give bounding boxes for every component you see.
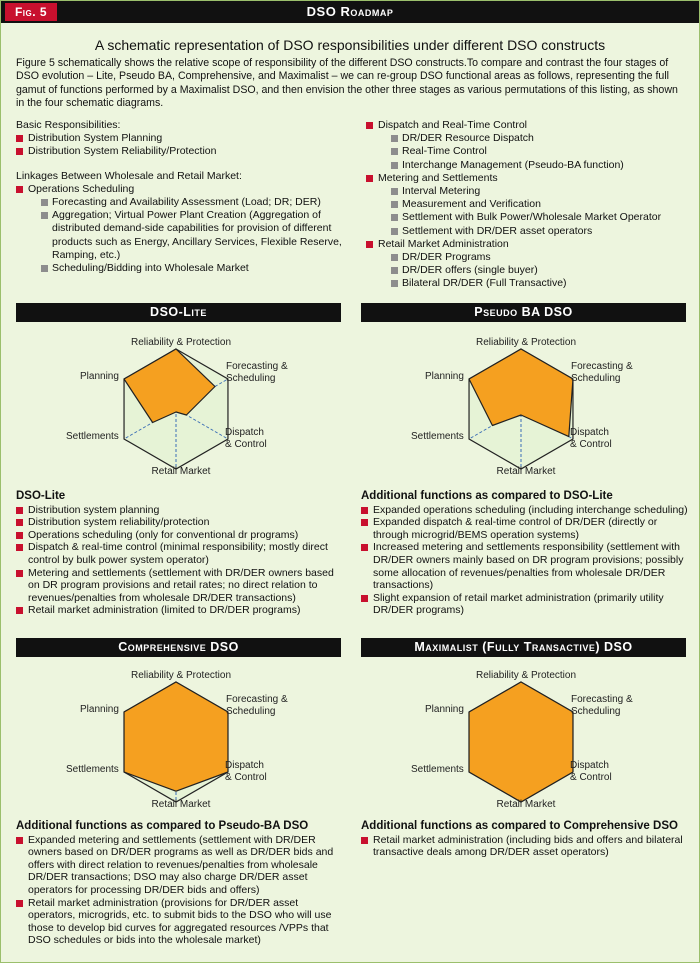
list-item: Metering and Settlements — [366, 172, 691, 185]
list-item: Expanded metering and settlements (settlement with DR/DER owners based on DR/DER programs as well as DR/DER bids and offers with direct relation to revenues/penalties from wholesale DR/DER transactions; DSO may also charge DR/DER asset operators for processing DR/DER bids and offers) — [16, 834, 346, 897]
intro-paragraph: Figure 5 schematically shows the relative scope of responsibility of the different DSO constructs.To compare and contrast the four stages of DSO evolution – Lite, Pseudo BA, Comprehensive, and Maximalist – we can re-group DSO functional areas as follows, representing the full gamut of functions performed by a Maximalist DSO, and then envision the other three stages as various permutations of this listing, as shown in the four schematic diagrams. — [16, 57, 678, 110]
list-subitem: Forecasting and Availability Assessment (Load; DR; DER) — [16, 196, 346, 209]
list-item: Distribution system reliability/protection — [16, 516, 346, 529]
figure-title: DSO Roadmap — [306, 4, 394, 19]
panel-title-pseudo-ba-dso: Pseudo BA DSO — [361, 303, 686, 322]
panel-title-maximalist-dso: Maximalist (Fully Transactive) DSO — [361, 638, 686, 657]
panel-title-dso-lite: DSO-Lite — [16, 303, 341, 322]
list-item: Retail market administration (including bids and offers and bilateral transactive deals among DR/DER asset operators) — [361, 834, 691, 859]
functions-left-column — [16, 119, 346, 275]
radar-label-planning: Planning — [425, 371, 464, 382]
list-subitem: Interval Metering — [366, 185, 691, 198]
panel-description-pseudo-ba-dso — [361, 490, 691, 617]
radar-scope-area — [469, 682, 573, 802]
figure-subtitle: A schematic representation of DSO responsibilities under different DSO constructs — [94, 37, 606, 53]
figure-label: Fig. 5 — [5, 3, 57, 21]
figure-header-bar — [1, 1, 699, 23]
list-subitem: Scheduling/Bidding into Wholesale Market — [16, 262, 346, 275]
panel-description-dso-lite — [16, 490, 346, 617]
radar-label-retail: Retail Market — [496, 466, 556, 477]
radar-label-reliability: Reliability & Protection — [475, 337, 577, 348]
list-item: Expanded operations scheduling (including interchange scheduling) — [361, 504, 691, 517]
radar-diagram-pseudo-ba-dso — [361, 331, 691, 481]
radar-svg — [361, 664, 691, 814]
panel-description-maximalist-dso — [361, 820, 691, 859]
radar-label-settlements: Settlements — [66, 431, 119, 442]
list-item: Expanded dispatch & real-time control of DR/DER (directly or through microgrid/BEMS operation systems) — [361, 516, 691, 541]
list-subitem: DR/DER Resource Dispatch — [366, 132, 691, 145]
panel-description-heading: Additional functions as compared to Comprehensive DSO — [361, 820, 678, 832]
panel-title-comprehensive-dso: Comprehensive DSO — [16, 638, 341, 657]
panel-description-heading: DSO-Lite — [16, 490, 66, 502]
list-item: Increased metering and settlements responsibility (settlement with DR/DER owners mainly based on DR program provisions; possibly some allocation of revenues/penalties from wholesale DR/DER transactions) — [361, 541, 691, 591]
linkages-heading: Linkages Between Wholesale and Retail Market: — [16, 169, 242, 182]
list-item: Distribution system planning — [16, 504, 346, 517]
radar-label-reliability: Reliability & Protection — [475, 670, 577, 681]
list-item: Dispatch & real-time control (minimal responsibility; mostly direct control by bulk power system operator) — [16, 541, 346, 566]
list-subitem: Aggregation; Virtual Power Plant Creation (Aggregation of distributed demand-side capabilities for provision of different products such as Energy, Ancillary Services, Flexible Reserve, Ramping, etc.) — [16, 209, 346, 262]
radar-label-retail: Retail Market — [496, 799, 556, 810]
list-subitem: Settlement with Bulk Power/Wholesale Market Operator — [366, 211, 691, 224]
radar-label-forecasting: Forecasting & Scheduling — [226, 694, 288, 717]
functions-right-column — [366, 119, 691, 291]
radar-label-planning: Planning — [80, 704, 119, 715]
radar-label-reliability: Reliability & Protection — [130, 670, 232, 681]
list-item: Retail Market Administration — [366, 238, 691, 251]
radar-svg — [16, 664, 346, 814]
radar-diagram-dso-lite — [16, 331, 346, 481]
radar-label-dispatch: Dispatch & Control — [570, 427, 612, 450]
radar-label-planning: Planning — [425, 704, 464, 715]
panel-description-heading: Additional functions as compared to Pseudo-BA DSO — [16, 820, 309, 832]
radar-label-forecasting: Forecasting & Scheduling — [226, 361, 288, 384]
radar-diagram-maximalist-dso — [361, 664, 691, 814]
radar-svg — [361, 331, 691, 481]
radar-label-dispatch: Dispatch & Control — [225, 427, 267, 450]
list-subitem: DR/DER Programs — [366, 251, 691, 264]
radar-scope-area — [124, 682, 228, 791]
basic-responsibilities-heading: Basic Responsibilities: — [16, 119, 121, 131]
list-item: Operations scheduling (only for conventional dr programs) — [16, 529, 346, 542]
radar-diagram-comprehensive-dso — [16, 664, 346, 814]
panel-description-comprehensive-dso — [16, 820, 346, 947]
list-item: Slight expansion of retail market administration (primarily utility DR/DER programs) — [361, 592, 691, 617]
list-item: Dispatch and Real-Time Control — [366, 119, 691, 132]
radar-label-dispatch: Dispatch & Control — [570, 760, 612, 783]
list-subitem: Bilateral DR/DER (Full Transactive) — [366, 277, 691, 290]
radar-label-reliability: Reliability & Protection — [130, 337, 232, 348]
radar-label-retail: Retail Market — [151, 799, 211, 810]
list-subitem: Settlement with DR/DER asset operators — [366, 225, 691, 238]
radar-label-planning: Planning — [80, 371, 119, 382]
list-item: Retail market administration (limited to DR/DER programs) — [16, 604, 346, 617]
panel-description-heading: Additional functions as compared to DSO-Lite — [361, 490, 613, 502]
radar-label-forecasting: Forecasting & Scheduling — [571, 694, 633, 717]
list-subitem: Measurement and Verification — [366, 198, 691, 211]
list-item: Distribution System Planning — [16, 132, 346, 145]
list-item: Metering and settlements (settlement with DR/DER owners based on DR program provisions and retail rates; no direct relation to revenues/penalties from wholesale DR/DER transactions) — [16, 567, 346, 605]
radar-label-dispatch: Dispatch & Control — [225, 760, 267, 783]
list-item: Operations Scheduling — [16, 183, 346, 196]
radar-svg — [16, 331, 346, 481]
radar-label-settlements: Settlements — [411, 764, 464, 775]
radar-label-forecasting: Forecasting & Scheduling — [571, 361, 633, 384]
list-subitem: Interchange Management (Pseudo-BA function) — [366, 159, 691, 172]
radar-label-settlements: Settlements — [411, 431, 464, 442]
radar-label-retail: Retail Market — [151, 466, 211, 477]
list-item: Retail market administration (provisions for DR/DER asset operators, microgrids, etc. to submit bids to the DSO who will use those to develop bid curves for aggregated resources /VPPs that DSO schedules or bids into the wholesale market) — [16, 897, 346, 947]
list-item: Distribution System Reliability/Protection — [16, 145, 346, 158]
list-subitem: DR/DER offers (single buyer) — [366, 264, 691, 277]
list-subitem: Real-Time Control — [366, 145, 691, 158]
radar-label-settlements: Settlements — [66, 764, 119, 775]
